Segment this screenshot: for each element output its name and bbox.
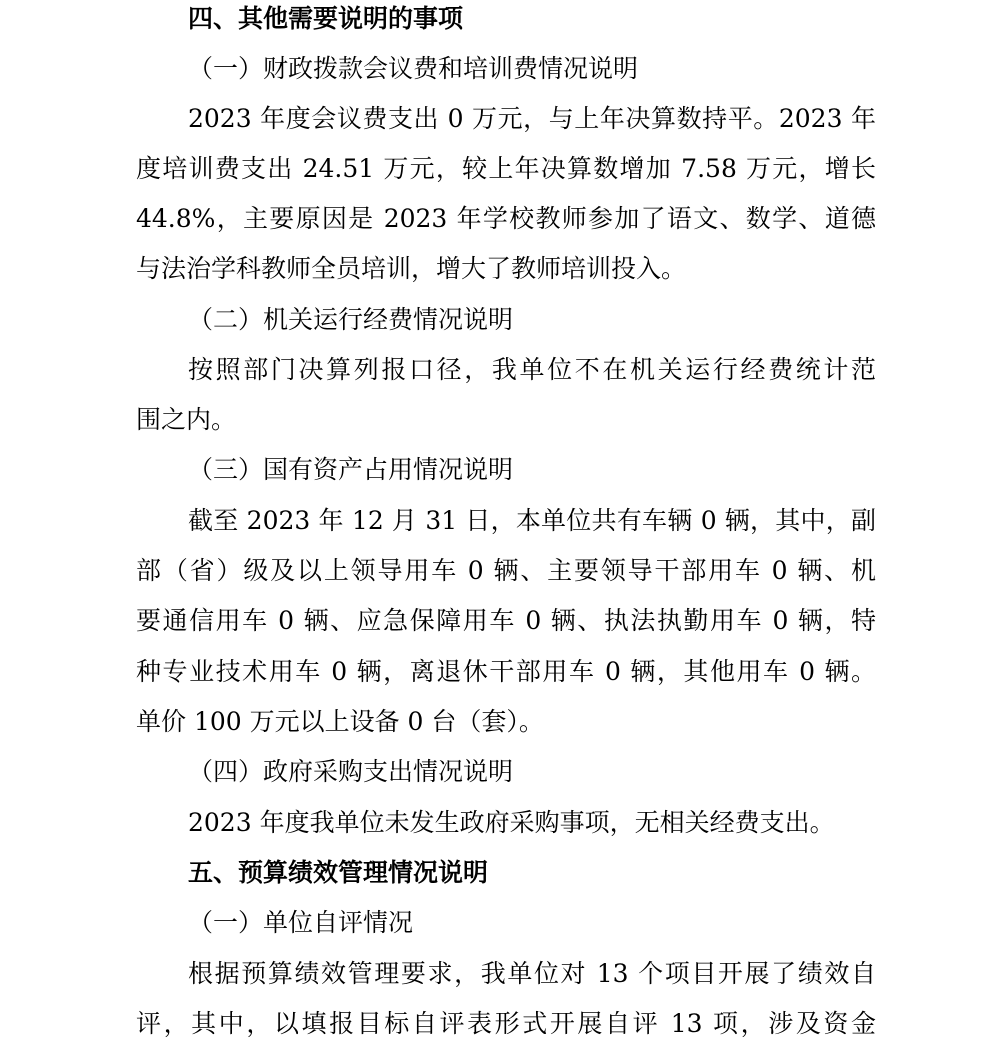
paragraph-line: 根据预算绩效管理要求，我单位对 13 个项目开展了绩效自 — [188, 959, 876, 988]
paragraph-line: 评，其中，以填报目标自评表形式开展自评 13 项，涉及资金 — [136, 1009, 876, 1038]
subheading-self-evaluation: （一）单位自评情况 — [188, 908, 414, 937]
paragraph-line: 单价 100 万元以上设备 0 台（套）。 — [136, 707, 544, 736]
paragraph-line: 部（省）级及以上领导用车 0 辆、主要领导干部用车 0 辆、机 — [136, 556, 876, 585]
subheading-state-assets: （三）国有资产占用情况说明 — [188, 455, 514, 484]
paragraph-line: 44.8%，主要原因是 2023 年学校教师参加了语文、数学、道德 — [136, 204, 876, 233]
section-heading-4: 四、其他需要说明的事项 — [188, 4, 464, 33]
paragraph-line: 与法治学科教师全员培训，增大了教师培训投入。 — [136, 254, 687, 283]
paragraph-line: 按照部门决算列报口径，我单位不在机关运行经费统计范 — [188, 355, 876, 384]
subheading-procurement: （四）政府采购支出情况说明 — [188, 757, 514, 786]
paragraph-line: 2023 年度我单位未发生政府采购事项，无相关经费支出。 — [188, 808, 835, 837]
paragraph-line: 围之内。 — [136, 405, 237, 434]
subheading-operating-expenses: （二）机关运行经费情况说明 — [188, 305, 514, 334]
paragraph-line: 种专业技术用车 0 辆，离退休干部用车 0 辆，其他用车 0 辆。 — [136, 657, 876, 686]
section-heading-5: 五、预算绩效管理情况说明 — [188, 858, 489, 887]
paragraph-line: 截至 2023 年 12 月 31 日，本单位共有车辆 0 辆，其中，副 — [188, 506, 876, 535]
paragraph-line: 2023 年度会议费支出 0 万元，与上年决算数持平。2023 年 — [188, 104, 876, 133]
paragraph-line: 度培训费支出 24.51 万元，较上年决算数增加 7.58 万元，增长 — [136, 154, 876, 183]
paragraph-line: 要通信用车 0 辆、应急保障用车 0 辆、执法执勤用车 0 辆，特 — [136, 606, 876, 635]
subheading-meeting-training: （一）财政拨款会议费和培训费情况说明 — [188, 54, 639, 83]
